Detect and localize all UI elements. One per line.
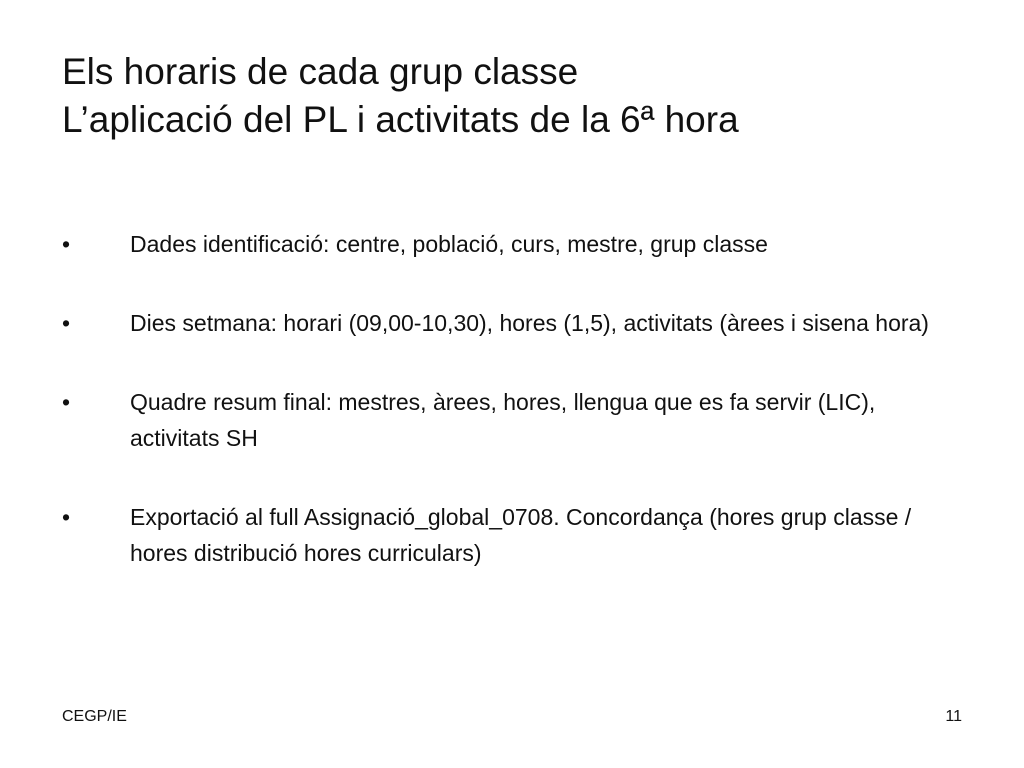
bullet-list bbox=[62, 226, 962, 614]
bullet-text: Quadre resum final: mestres, àrees, hores, llengua que es fa servir (LIC), activitats SH bbox=[130, 389, 876, 451]
bullet-marker: • bbox=[62, 231, 71, 257]
bullet-item bbox=[62, 499, 962, 571]
page-number: 11 bbox=[945, 708, 962, 725]
bullet-item bbox=[62, 226, 962, 262]
title-line-1: Els horaris de cada grup classe bbox=[62, 51, 579, 92]
bullet-text: Exportació al full Assignació_global_0708. Concordança (hores grup classe / hores distribució hores curriculars) bbox=[130, 504, 912, 566]
bullet-text: Dades identificació: centre, població, curs, mestre, grup classe bbox=[130, 231, 768, 257]
bullet-item bbox=[62, 305, 962, 341]
bullet-marker: • bbox=[62, 389, 71, 415]
bullet-marker: • bbox=[62, 310, 71, 336]
bullet-item bbox=[62, 384, 962, 456]
bullet-marker: • bbox=[62, 504, 71, 530]
footer-label: CEGP/IE bbox=[62, 708, 127, 725]
slide-title bbox=[62, 48, 982, 144]
title-line-2: L’aplicació del PL i activitats de la 6ª hora bbox=[62, 99, 739, 140]
bullet-text: Dies setmana: horari (09,00-10,30), hores (1,5), activitats (àrees i sisena hora) bbox=[130, 310, 929, 336]
